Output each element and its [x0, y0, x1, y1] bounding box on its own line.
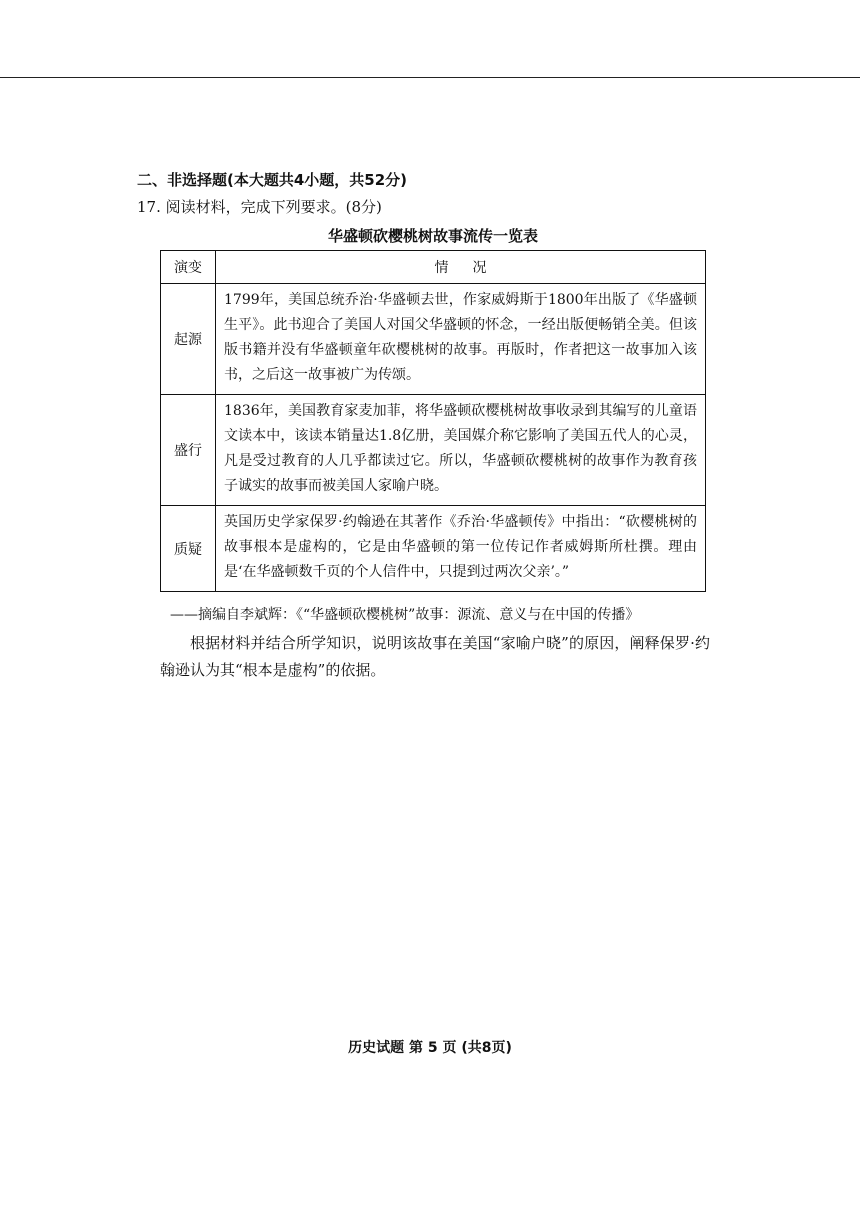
question-stem: 17. 阅读材料，完成下列要求。(8分) [137, 198, 382, 216]
row-text-doubt: 英国历史学家保罗·约翰逊在其著作《乔治·华盛顿传》中指出：“砍樱桃树的故事根本是虚构的，它是由华盛顿的第一位传记作者威姆斯所杜撰。理由是‘在华盛顿数千页的个人信件中，只提到过两次父亲’。” [216, 506, 706, 592]
table-row [161, 506, 706, 592]
question-prompt: 根据材料并结合所学知识，说明该故事在美国“家喻户晓”的原因，阐释保罗·约翰逊认为其“根本是虚构”的依据。 [160, 634, 710, 679]
source-citation: ——摘编自李斌辉：《“华盛顿砍樱桃树”故事：源流、意义与在中国的传播》 [170, 607, 640, 623]
top-divider-line [0, 77, 860, 78]
row-stage-doubt: 质疑 [161, 506, 216, 592]
page-footer: 历史试题 第 5 页 (共8页) [348, 1040, 512, 1056]
header-stage: 演变 [161, 251, 216, 284]
story-evolution-table [160, 250, 706, 592]
table-header-row [161, 251, 706, 284]
row-text-popular: 1836年，美国教育家麦加菲，将华盛顿砍樱桃树故事收录到其编写的儿童语文读本中，该读本销量达1.8亿册，美国媒介称它影响了美国五代人的心灵，凡是受过教育的人几乎都读过它。所以，华盛顿砍樱桃树的故事作为教育孩子诚实的故事而被美国人家喻户晓。 [216, 395, 706, 506]
header-situation: 情况 [216, 251, 706, 284]
section-heading: 二、非选择题(本大题共4小题，共52分) [137, 171, 408, 189]
table-row [161, 284, 706, 395]
row-text-origin: 1799年，美国总统乔治·华盛顿去世，作家威姆斯于1800年出版了《华盛顿生平》。此书迎合了美国人对国父华盛顿的怀念，一经出版便畅销全美。但该版书籍并没有华盛顿童年砍樱桃树的故事。再版时，作者把这一故事加入该书，之后这一故事被广为传颂。 [216, 284, 706, 395]
table-title: 华盛顿砍樱桃树故事流传一览表 [327, 227, 538, 245]
row-stage-origin: 起源 [161, 284, 216, 395]
table-row [161, 395, 706, 506]
row-stage-popular: 盛行 [161, 395, 216, 506]
